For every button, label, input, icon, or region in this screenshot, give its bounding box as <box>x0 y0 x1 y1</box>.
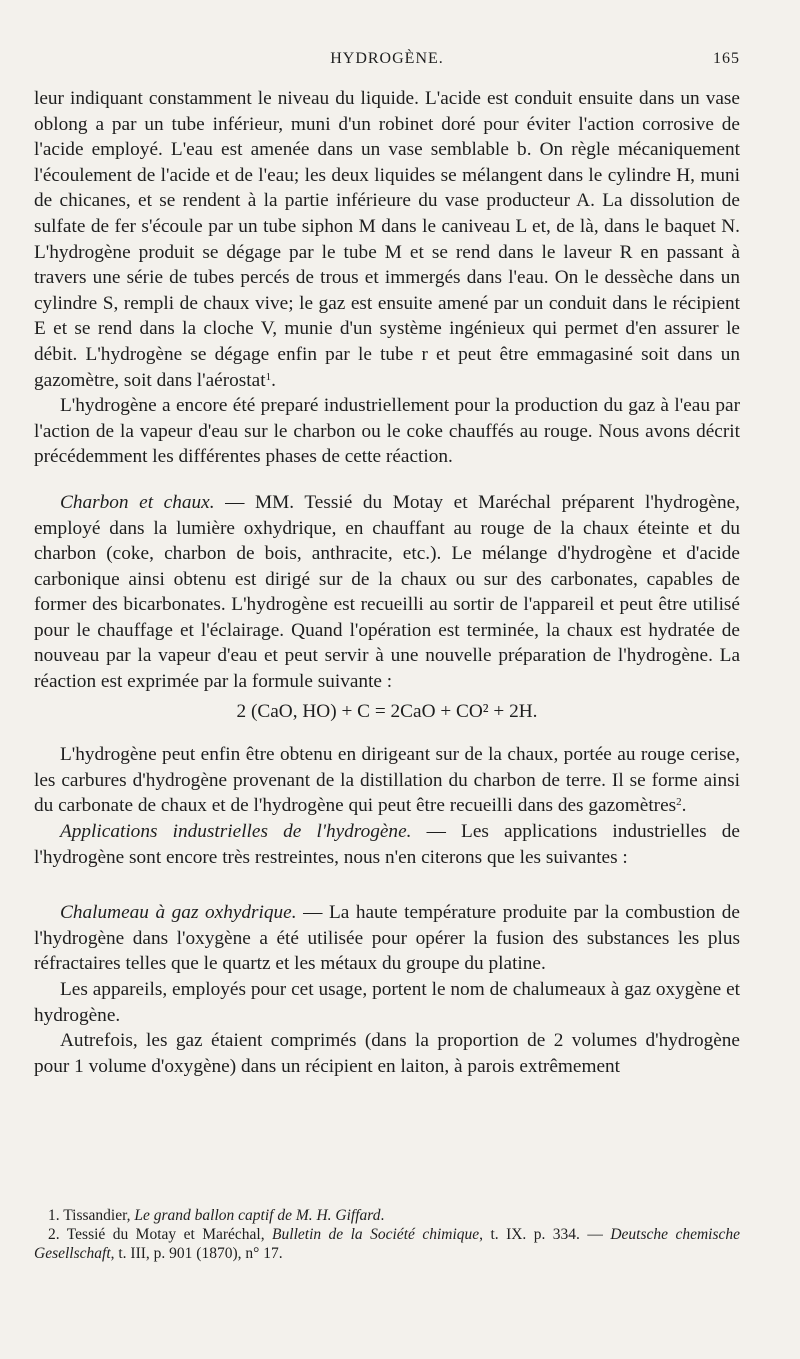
paragraph-apparatus-description <box>34 86 740 393</box>
footnote-ref-1: 1 <box>265 370 272 383</box>
paragraph-autrefois: Autrefois, les gaz étaient comprimés (dans la proportion de 2 volumes d'hydrogène pour 1 volume d'oxygène) dans un récipient en laiton, à parois extrêmement <box>34 1030 740 1077</box>
footnote-ref-2: 2 <box>676 796 682 809</box>
footnote-title: Deutsche chemische Gesellschaft <box>34 1226 740 1262</box>
footnote-label: 1. <box>48 1207 60 1224</box>
footnote-text: . <box>380 1207 385 1224</box>
section-heading-charbon-chaux: Charbon et chaux. <box>60 491 215 513</box>
paragraph-end: . <box>271 369 276 391</box>
chemical-formula: 2 (CaO, HO) + C = 2CaO + CO² + 2H. <box>236 700 538 722</box>
footnote-2 <box>34 1225 740 1263</box>
paragraph-charbon-chaux <box>34 490 740 695</box>
paragraph-text: — La haute température produite par la combustion de l'hydrogène dans l'oxygène a été utilisée pour opérer la fusion des substances les plus réfractaires telles que le quartz et les métaux du groupe du platine. <box>34 902 740 975</box>
footnote-text: Tissandier, <box>59 1207 135 1224</box>
section-heading-chalumeau: Chalumeau à gaz oxhydrique. <box>60 902 297 924</box>
paragraph-coal-gas <box>34 742 740 819</box>
footnote-1 <box>34 1206 740 1225</box>
paragraph-text: leur indiquant constamment le niveau du liquide. L'acide est conduit ensuite dans un vase oblong a par un tube inférieur, muni d'un robinet doré pour éviter l'action corrosive de l'acide employé. L'eau est amenée dans un vase semblable b. On règle mécaniquement l'écoulement de l'acide et de l'eau; les deux liquides se mélangent dans le cylindre H, muni de chicanes, et se rendent à la partie inférieure du vase producteur A. La dissolution de sulfate de fer s'écoule par un tube siphon M dans le caniveau L et, de là, dans le baquet N. L'hydrogène produit se dégage par le tube M et se rend dans le laveur R en passant à travers une série de tubes percés de trous et immergés dans l'eau. On le dessèche dans un cylindre S, rempli de chaux vive; le gaz est ensuite amené par un conduit dans le récipient E et se rend dans la cloche V, munie d'un système ingénieux qui permet d'en assurer le débit. L'hydrogène se dégage enfin par le tube r et peut être emmagasiné soit dans un gazomètre, soit dans l'aérostat <box>34 88 740 391</box>
paragraph-end: . <box>681 795 687 817</box>
spacer <box>34 470 740 490</box>
footnote-title: Le grand ballon captif de M. H. Giffard <box>134 1207 381 1224</box>
paragraph-appareils: Les appareils, employés pour cet usage, portent le nom de chalumeaux à gaz oxygène et hydrogène. <box>34 979 740 1026</box>
running-head <box>34 50 740 74</box>
section-heading-applications: Applications industrielles de l'hydrogène. <box>60 821 412 843</box>
paragraph-text: — MM. Tessié du Motay et Maréchal préparent l'hydrogène, employé dans la lumière oxhydrique, en chauffant au rouge de la chaux éteinte et du charbon (coke, charbon de bois, anthracite, etc.). Le mélange d'hydrogène et d'acide carbonique ainsi obtenu est dirigé sur de la chaux ou sur des carbonates, capables de former des bicarbonates. L'hydrogène est recueilli au sortir de l'appareil et peut être utilisé pour le chauffage et l'éclairage. Quand l'opération est terminée, la chaux est hydratée de nouveau par la vapeur d'eau et peut servir à une nouvelle préparation de l'hydrogène. La réaction est exprimée par la formule suivante : <box>34 491 740 693</box>
footnote-title: Bulletin de la Société chimique <box>272 1226 480 1243</box>
paragraph-chalumeau <box>34 900 740 977</box>
footnote-text: , t. III, p. 901 (1870), n° 17. <box>110 1245 283 1262</box>
footnote-text: Tessié du Motay et Maréchal, <box>59 1226 273 1243</box>
footnote-label: 2. <box>48 1226 60 1243</box>
body-text <box>34 86 740 1079</box>
footnotes <box>34 1206 740 1263</box>
spacer <box>34 870 740 900</box>
footnote-text: , t. IX. p. 334. — <box>479 1226 611 1243</box>
paragraph-text: — Les applications industrielles de l'hydrogène sont encore très restreintes, nous n'en citerons que les suivantes : <box>34 821 740 868</box>
page-number: 165 <box>713 50 740 67</box>
paragraph-text: L'hydrogène peut enfin être obtenu en dirigeant sur de la chaux, portée au rouge cerise, les carbures d'hydrogène provenant de la distillation du charbon de terre. Il se forme ainsi du carbonate de chaux et de l'hydrogène qui peut être recueilli dans des gazomètres <box>34 744 740 817</box>
paragraph-applications <box>34 819 740 870</box>
running-title: HYDROGÈNE. <box>330 50 444 67</box>
paragraph-water-gas: L'hydrogène a encore été preparé industriellement pour la production du gaz à l'eau par l'action de la vapeur d'eau sur le charbon ou le coke chauffés au rouge. Nous avons décrit précédemment les différentes phases de cette réaction. <box>34 395 740 468</box>
